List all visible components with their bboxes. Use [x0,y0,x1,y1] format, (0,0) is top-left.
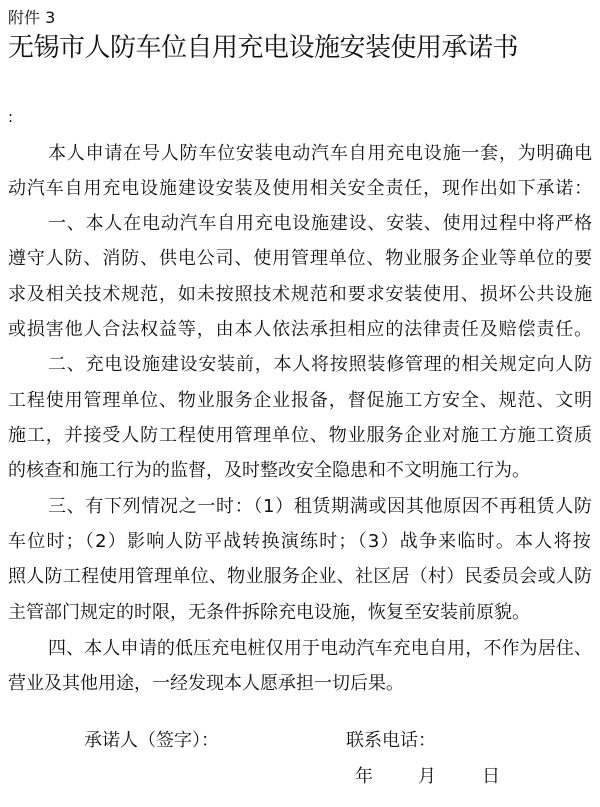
body-line: 或损害他人合法权益等，由本人依法承担相应的法律责任及赔偿责任。 [8,319,593,340]
attachment-label: 附件 3 [8,8,56,27]
body-line: 四、本人申请的低压充电桩仅用于电动汽车充电自用，不作为居住、 [48,638,593,659]
phone-label: 联系电话： [346,730,436,751]
body-line: 遵守人防、消防、供电公司、使用管理单位、物业服务企业等单位的要 [8,248,593,269]
body-line: 本人申请在号人防车位安装电动汽车自用充电设施一套，为明确电 [48,143,593,164]
body-line: 营业及其他用途，一经发现本人愿承担一切后果。 [8,673,404,694]
body-line: 工程使用管理单位、物业服务企业报备，督促施工方安全、规范、文明 [8,390,593,411]
body-line: 的核查和施工行为的监督，及时整改安全隐患和不文明施工行为。 [8,460,530,481]
body-line: 车位时；（2）影响人防平战转换演练时；（3）战争来临时。本人将按 [8,531,592,552]
date-day-label: 日 [482,766,500,787]
date-year-label: 年 [355,766,373,787]
body-line: 二、充电设施建设安装前，本人将按照装修管理的相关规定向人防 [48,354,593,375]
body-line: 一、本人在电动汽车自用充电设施建设、安装、使用过程中将严格 [48,213,593,234]
document-title: 无锡市人防车位自用充电设施安装使用承诺书 [8,33,519,63]
signer-label: 承诺人（签字）： [84,730,219,751]
date-month-label: 月 [418,766,436,787]
body-line: 求及相关技术规范，如未按照技术规范和要求安装使用、损坏公共设施 [8,284,593,305]
body-line: 照人防工程使用管理单位、物业服务企业、社区居（村）民委员会或人防 [8,566,593,587]
salutation: : [8,108,14,126]
body-line: 动汽车自用充电设施建设安装及使用相关安全责任，现作出如下承诺： [8,178,593,199]
body-line: 施工，并接受人防工程使用管理单位、物业服务企业对施工方施工资质 [8,425,593,446]
body-line: 主管部门规定的时限，无条件拆除充电设施，恢复至安装前原貌。 [8,602,530,623]
body-line: 三、有下列情况之一时：（1）租赁期满或因其他原因不再租赁人防 [48,496,593,517]
